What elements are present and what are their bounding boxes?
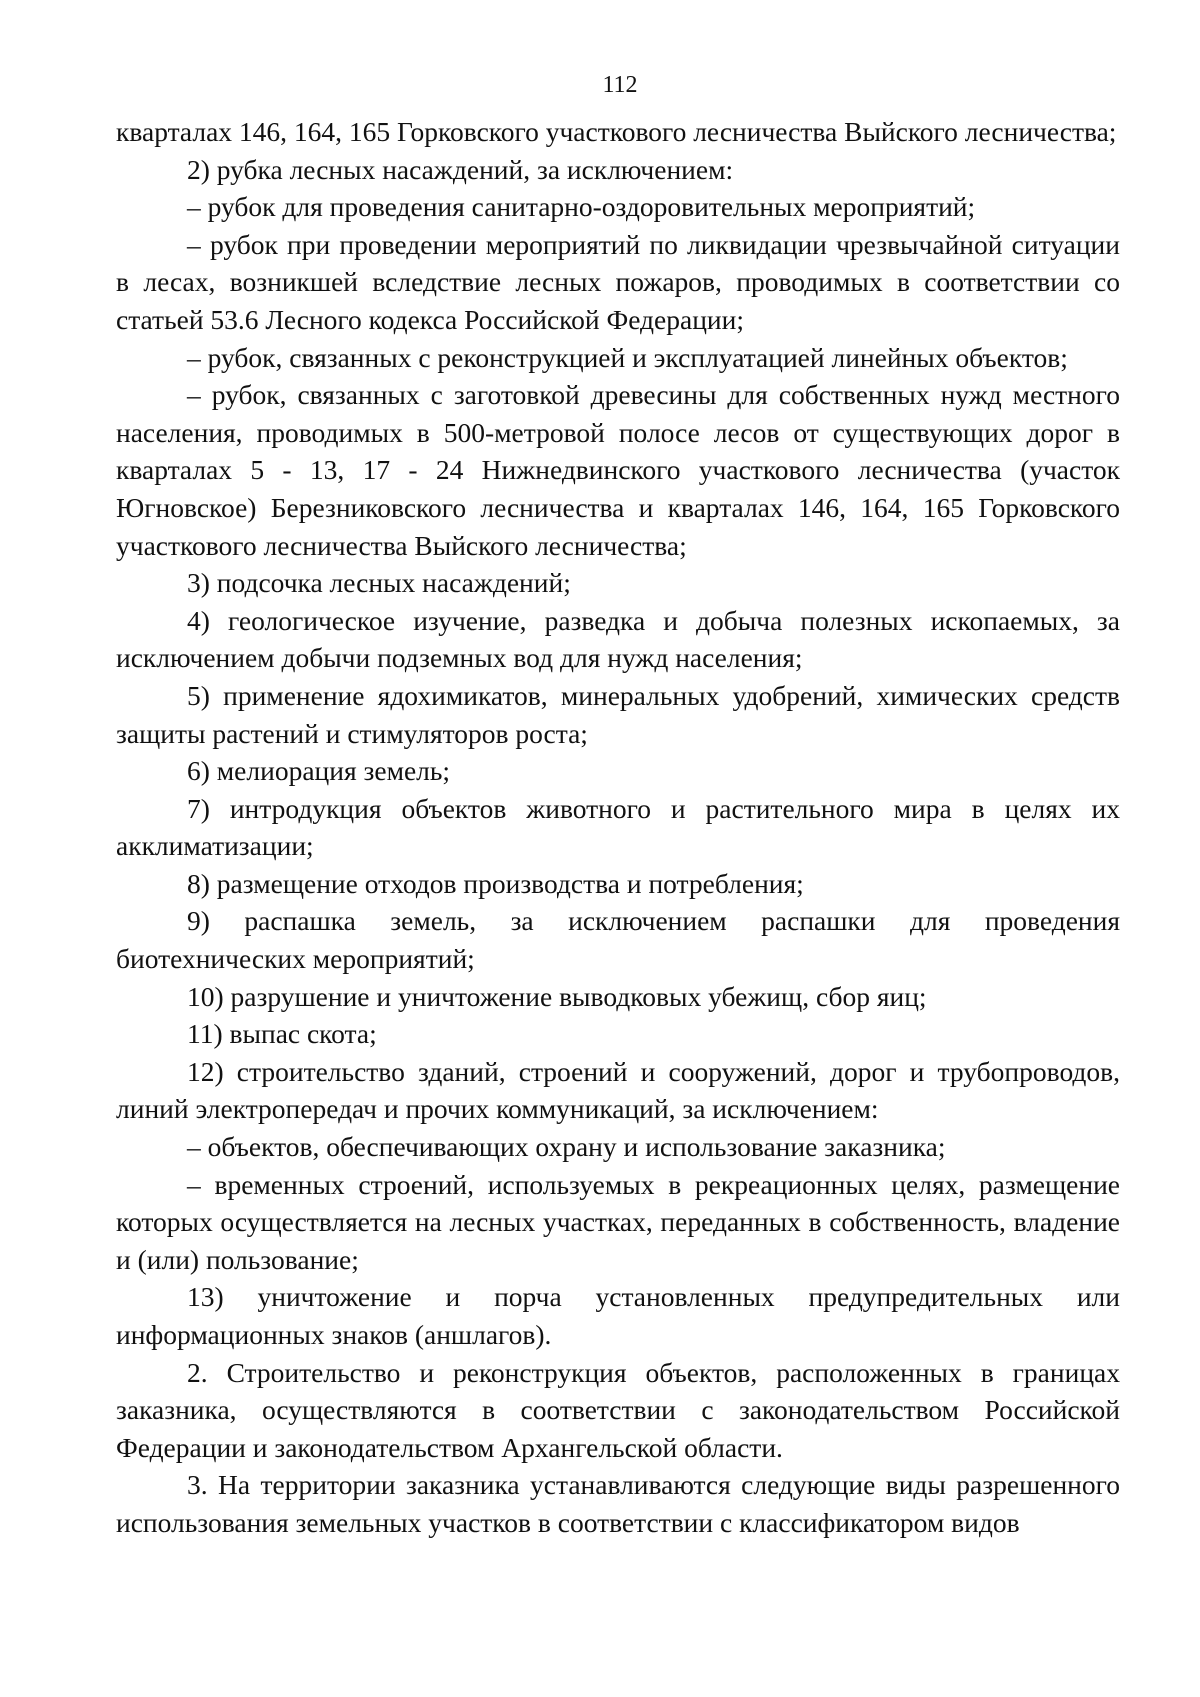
paragraph: 2. Строительство и реконструкция объектов, расположенных в границах заказника, осуществляются в соответствии с законодательством Российской Федерации и законодательством Архангельской области. bbox=[116, 1356, 1120, 1463]
paragraph: 10) разрушение и уничтожение выводковых убежищ, сбор яиц; bbox=[187, 980, 927, 1012]
paragraph: – рубок для проведения санитарно-оздоровительных мероприятий; bbox=[187, 191, 976, 223]
paragraph: 5) применение ядохимикатов, минеральных удобрений, химических средств защиты растений и стимуляторов роста; bbox=[116, 679, 1120, 749]
paragraph: – объектов, обеспечивающих охрану и использование заказника; bbox=[187, 1131, 946, 1163]
paragraph: 4) геологическое изучение, разведка и добыча полезных ископаемых, за исключением добычи подземных вод для нужд населения; bbox=[116, 604, 1120, 674]
paragraph: 3. На территории заказника устанавливаются следующие виды разрешенного использования земельных участков в соответствии с классификатором видов bbox=[116, 1469, 1120, 1538]
paragraph: 11) выпас скота; bbox=[187, 1018, 377, 1050]
document-body bbox=[116, 113, 1120, 1542]
page-number: 112 bbox=[602, 72, 638, 98]
paragraph: 12) строительство зданий, строений и сооружений, дорог и трубопроводов, линий электропередач и прочих коммуникаций, за исключением: bbox=[116, 1055, 1120, 1125]
paragraph: кварталах 146, 164, 165 Горковского участкового лесничества Выйского лесничества; bbox=[116, 116, 1117, 147]
paragraph: – рубок, связанных с заготовкой древесины для собственных нужд местного населения, проводимых в 500-метровой полосе лесов от существующих дорог в кварталах 5 - 13, 17 - 24 Нижнедвинского участкового лесничества (участок Югновское) Березниковского лесничества и кварталах 146, 164, 165 Горковского участкового лесничества Выйского лесничества; bbox=[116, 379, 1120, 561]
paragraph: 13) уничтожение и порча установленных предупредительных или информационных знаков (аншлагов). bbox=[116, 1281, 1120, 1350]
paragraph: – рубок при проведении мероприятий по ликвидации чрезвычайной ситуации в лесах, возникшей вследствие лесных пожаров, проводимых в соответствии со статьей 53.6 Лесного кодекса Российской Федерации; bbox=[116, 228, 1120, 335]
paragraph: 2) рубка лесных насаждений, за исключением: bbox=[187, 153, 734, 185]
paragraph: 3) подсочка лесных насаждений; bbox=[187, 567, 571, 599]
paragraph: – временных строений, используемых в рекреационных целях, размещение которых осуществляется на лесных участках, переданных в собственность, владение и (или) пользование; bbox=[116, 1168, 1120, 1275]
paragraph: 9) распашка земель, за исключением распашки для проведения биотехнических мероприятий; bbox=[116, 905, 1120, 975]
paragraph: 8) размещение отходов производства и потребления; bbox=[187, 867, 804, 899]
paragraph: – рубок, связанных с реконструкцией и эксплуатацией линейных объектов; bbox=[187, 341, 1068, 373]
paragraph: 6) мелиорация земель; bbox=[187, 755, 451, 787]
paragraph: 7) интродукция объектов животного и растительного мира в целях их акклиматизации; bbox=[116, 792, 1120, 862]
